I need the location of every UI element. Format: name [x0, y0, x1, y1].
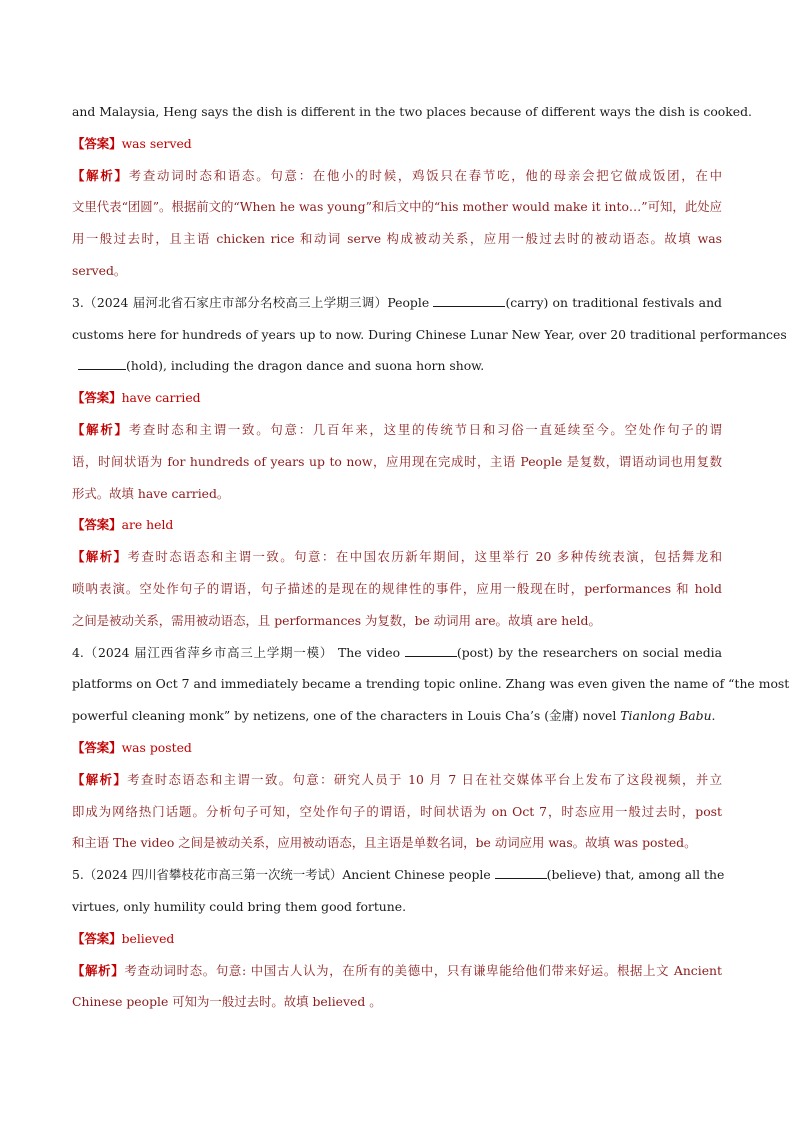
q3-analysis-1-line-3: 形式。故填 have carried。	[72, 485, 230, 501]
q5-stem-line-2: virtues, only humility could bring them good fortune.	[72, 898, 407, 914]
q4-answer: 【答案】was posted	[72, 739, 192, 755]
q4-stem-line-3: powerful cleaning monk” by netizens, one of the characters in Louis Cha’s (金庸) novel Tianlong Babu.	[72, 708, 716, 724]
q5-analysis-line-1: 【解析】考查动词时态。句意: 中国古人认为，在所有的美德中，只有谦卑能给他们带来好运。根据上文 Ancient	[72, 962, 722, 978]
q4-analysis-line-1: 【解析】考查时态语态和主谓一致。句意：研究人员于 10 月 7 日在社交媒体平台上发布了这段视频，并立	[72, 771, 723, 787]
q3-answer-2: 【答案】are held	[72, 517, 174, 533]
q2-analysis-line-3: 用一般过去时，且主语 chicken rice 和动词 serve 构成被动关系，应用一般过去时的被动语态。故填 was	[72, 231, 722, 247]
q5-answer: 【答案】believed	[72, 930, 175, 946]
q2-analysis-line-4: served。	[72, 262, 127, 278]
q3-analysis-1-line-2: 语，时间状语为 for hundreds of years up to now，应用现在完成时，主语 People 是复数，谓语动词也用复数	[72, 453, 722, 469]
q5-analysis-line-2: Chinese people 可知为一般过去时。故填 believed 。	[72, 994, 382, 1010]
answer-text: was served	[121, 135, 192, 151]
q3-analysis-2-line-2: 唢呐表演。空处作句子的谓语，句子描述的是现在的规律性的事件，应用一般现在时，performances 和 hold	[72, 580, 722, 596]
q3-stem-line-3: (hold), including the dragon dance and suona horn show.	[72, 350, 722, 382]
q2-stem-tail: and Malaysia, Heng says the dish is different in the two places because of different ways the dish is cooked.	[72, 104, 752, 119]
q3-stem-line-2: customs here for hundreds of years up to now. During Chinese Lunar New Year, over 20 traditional performances	[72, 326, 787, 342]
q3-blank-1[interactable]	[433, 293, 505, 306]
q5-stem-line-1: 5.（2024 四川省攀枝花市高三第一次统一考试）Ancient Chinese people (believe) that, among all the	[72, 867, 725, 883]
document-page	[72, 96, 790, 1018]
q2-analysis-line-1: 【解析】考查动词时态和语态。句意：在他小的时候，鸡饭只在春节吃，他的母亲会把它做成饭团，在中	[72, 167, 723, 183]
q5-blank[interactable]	[495, 866, 547, 879]
q3-answer-1: 【答案】have carried	[72, 390, 201, 406]
q3-analysis-1-line-1: 【解析】考查时态和主谓一致。句意：几百年来，这里的传统节日和习俗一直延续至今。空处作句子的谓	[72, 421, 723, 437]
q4-stem-line-2: platforms on Oct 7 and immediately became a trending topic online. Zhang was even given the name of “the most	[72, 676, 790, 692]
q2-answer	[72, 128, 722, 160]
q4-analysis-line-2: 即成为网络热门话题。分析句子可知，空处作句子的谓语，时间状语为 on Oct 7，时态应用一般过去时，post	[72, 803, 722, 819]
q3-stem-line-1: 3.（2024 届河北省石家庄市部分名校高三上学期三调）People (carry) on traditional festivals and	[72, 294, 722, 310]
q2-analysis-line-2: 文里代表“团圆”。根据前文的“When he was young”和后文中的“his mother would make it into…”可知，此处应	[72, 199, 722, 215]
q3-analysis-2-line-1: 【解析】考查时态语态和主谓一致。句意：在中国农历新年期间，这里举行 20 多种传统表演，包括舞龙和	[72, 549, 722, 565]
q3-blank-2[interactable]	[78, 357, 126, 370]
q4-analysis-line-3: 和主语 The video 之间是被动关系，应用被动语态，且主语是单数名词，be 动词应用 was。故填 was posted。	[72, 835, 697, 851]
answer-label: 【答案】	[72, 135, 122, 151]
q4-stem-line-1: 4.（2024 届江西省萍乡市高三上学期一模） The video (post) by the researchers on social media	[72, 644, 723, 660]
q4-blank[interactable]	[405, 643, 457, 656]
analysis-label: 【解析】	[72, 167, 129, 183]
q3-analysis-2-line-3: 之间是被动关系，需用被动语态，且 performances 为复数，be 动词用 are。故填 are held。	[72, 612, 601, 628]
